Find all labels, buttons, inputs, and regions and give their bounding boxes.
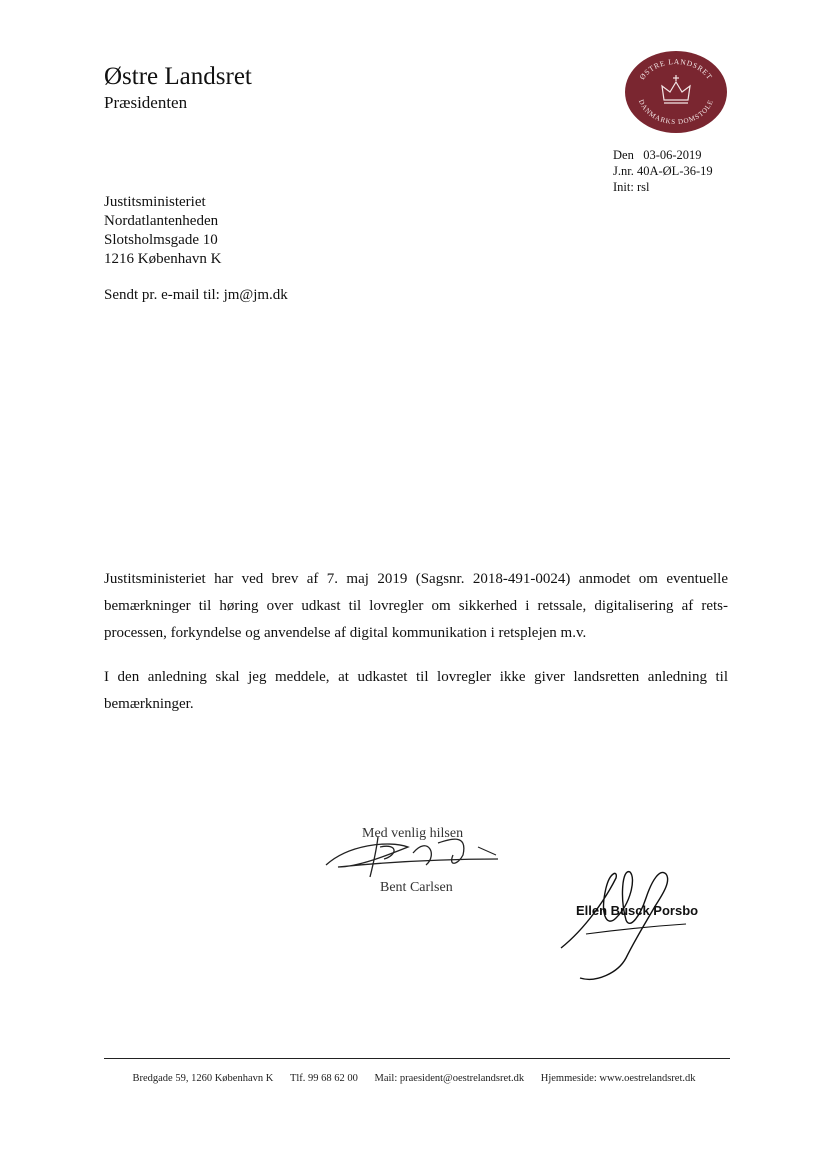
- journal-number: J.nr. 40A-ØL-36-19: [613, 164, 713, 178]
- sent-by-email: Sendt pr. e-mail til: jm@jm.dk: [104, 287, 288, 303]
- seal-bottom-text: DANMARKS DOMSTOLE: [636, 98, 716, 127]
- court-seal-logo: [624, 50, 728, 134]
- signature-2-scribble: [556, 858, 699, 988]
- footer-phone: Tlf. 99 68 62 00: [289, 1073, 358, 1084]
- recipient-line: Nordatlantenheden: [104, 213, 219, 229]
- recipient-line: Justitsministeriet: [104, 194, 206, 210]
- footer-mail: Mail: praesident@oestrelandsret.dk: [374, 1073, 525, 1084]
- signer-2-name: Ellen Busck Porsbo: [576, 903, 699, 918]
- footer-divider: [104, 1058, 730, 1059]
- date-value: 03-06-2019: [643, 148, 702, 162]
- body-paragraph: I den anledning skal jeg meddele, at udkastet til lovregler ikke giver landsretten anledning til bemærkninger.: [104, 669, 728, 712]
- body-paragraph: Justitsministeriet har ved brev af 7. maj 2019 (Sagsnr. 2018-491-0024) anmodet om eventuelle bemærkninger til høring over udkast til lovregler om sikkerhed i retssale, digitalisering af rets-processen, forkyndelse og anvendelse af digital kommunikation i retsplejen m.v.: [104, 571, 728, 641]
- signature-1-scribble: [318, 825, 508, 885]
- footer-address: Bredgade 59, 1260 København K: [132, 1073, 274, 1084]
- court-name: Østre Landsret: [104, 63, 252, 90]
- seal-top-text: ØSTRE LANDSRET: [637, 56, 715, 82]
- date-label: Den: [613, 148, 634, 162]
- footer-web: Hjemmeside: www.oestrelandsret.dk: [540, 1073, 696, 1084]
- signer-1-name: Bent Carlsen: [380, 880, 453, 895]
- initials: Init: rsl: [613, 180, 650, 194]
- letter-body: [104, 566, 728, 735]
- footer: [0, 1073, 828, 1084]
- closing-greeting: Med venlig hilsen: [362, 826, 464, 841]
- recipient-address: [104, 193, 221, 269]
- reference-block: [613, 147, 713, 195]
- court-subtitle: Præsidenten: [104, 93, 188, 112]
- recipient-line: Slotsholmsgade 10: [104, 232, 218, 248]
- recipient-line: 1216 København K: [104, 251, 222, 267]
